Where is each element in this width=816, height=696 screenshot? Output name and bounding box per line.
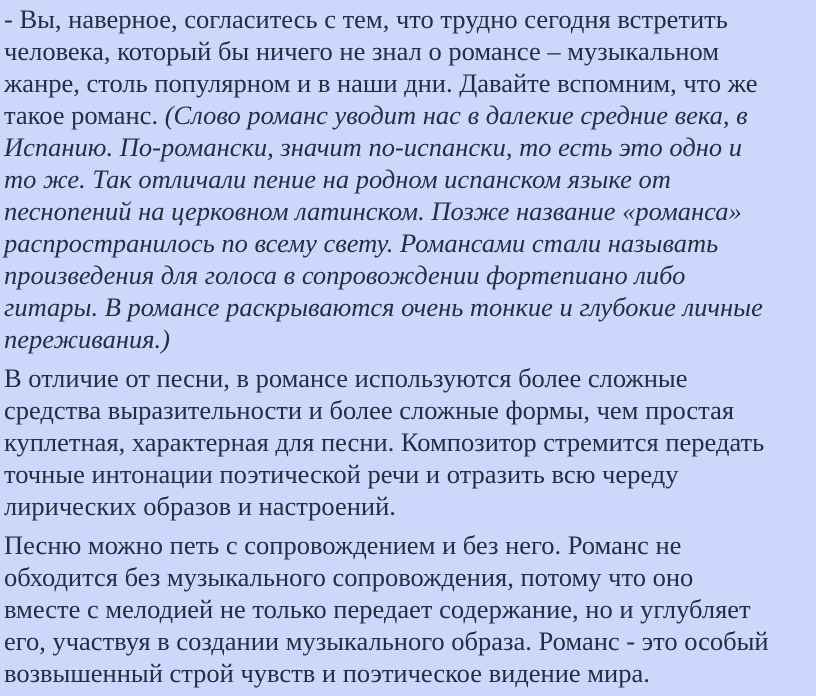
paragraph-gap bbox=[4, 522, 812, 529]
italic-text: распространилось по всему свету. Романсами стали называть bbox=[4, 228, 719, 258]
text-line bbox=[4, 99, 812, 131]
italic-text: переживания.) bbox=[4, 324, 171, 354]
text-segment: куплетная, характерная для песни. Композитор стремится передать bbox=[4, 427, 765, 457]
text-segment: его, участвуя в создании музыкального образа. Романс - это особый bbox=[4, 626, 769, 656]
text-segment: - Вы, наверное, согласитесь с тем, что трудно сегодня встретить bbox=[4, 4, 728, 34]
italic-text: гитары. В романсе раскрываются очень тонкие и глубокие личные bbox=[4, 292, 763, 322]
text-segment: лирических образов и настроений. bbox=[4, 491, 396, 521]
paragraph bbox=[4, 529, 812, 689]
text-line bbox=[4, 458, 812, 490]
text-line bbox=[4, 227, 812, 259]
text-segment: жанре, столь популярном и в наши дни. Давайте вспомним, что же bbox=[4, 68, 758, 98]
text-segment: возвышенный строй чувств и поэтическое видение мира. bbox=[4, 658, 650, 688]
text-segment: такое романс. bbox=[4, 100, 165, 130]
text-segment: Песню можно петь с сопровождением и без него. Романс не bbox=[4, 530, 682, 560]
paragraph bbox=[4, 3, 812, 355]
text-segment: средства выразительности и более сложные формы, чем простая bbox=[4, 395, 735, 425]
italic-text: (Слово романс уводит нас в далекие средние века, в bbox=[164, 100, 748, 130]
text-line bbox=[4, 131, 812, 163]
italic-text: песнопений на церковном латинском. Позже название «романса» bbox=[4, 196, 742, 226]
paragraph bbox=[4, 362, 812, 522]
italic-text: Испанию. По-романски, значит по-испански, то есть это одно и bbox=[4, 132, 743, 162]
text-line bbox=[4, 529, 812, 561]
text-line bbox=[4, 35, 812, 67]
text-line bbox=[4, 291, 812, 323]
text-segment: человека, который бы ничего не знал о романсе – музыкальном bbox=[4, 36, 719, 66]
text-line bbox=[4, 394, 812, 426]
text-line bbox=[4, 67, 812, 99]
text-line bbox=[4, 163, 812, 195]
text-line bbox=[4, 561, 812, 593]
text-line bbox=[4, 426, 812, 458]
text-line bbox=[4, 593, 812, 625]
text-line bbox=[4, 657, 812, 689]
text-segment: вместе с мелодией не только передает содержание, но и углубляет bbox=[4, 594, 751, 624]
paragraph-gap bbox=[4, 355, 812, 362]
text-line bbox=[4, 323, 812, 355]
italic-text: то же. Так отличали пение на родном испанском языке от bbox=[4, 164, 671, 194]
text-line bbox=[4, 259, 812, 291]
italic-text: произведения для голоса в сопровождении фортепиано либо bbox=[4, 260, 686, 290]
text-line bbox=[4, 195, 812, 227]
text-segment: точные интонации поэтической речи и отразить всю череду bbox=[4, 459, 679, 489]
text-segment: обходится без музыкального сопровождения, потому что оно bbox=[4, 562, 694, 592]
text-line bbox=[4, 490, 812, 522]
text-segment: В отличие от песни, в романсе используются более сложные bbox=[4, 363, 688, 393]
text-line bbox=[4, 362, 812, 394]
text-line bbox=[4, 625, 812, 657]
text-line bbox=[4, 3, 812, 35]
